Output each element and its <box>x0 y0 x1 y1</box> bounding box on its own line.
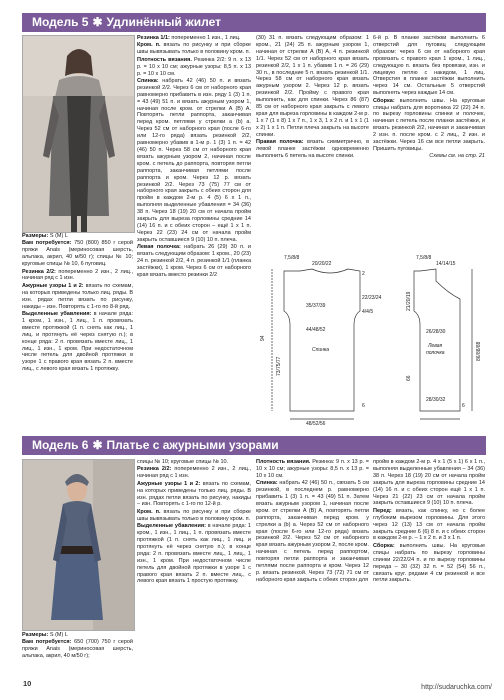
sizes-label: Размеры: <box>22 233 49 239</box>
model5-title-band <box>22 13 486 32</box>
right-front-label: Правая полочка: <box>256 139 304 146</box>
dim-side-back: 73/75/77 <box>276 356 282 376</box>
dim-hem-back: 6 <box>362 403 365 409</box>
density-label: Плотность вязания. <box>256 459 311 465</box>
lace-label: Ажурные узоры 1 и 2: <box>137 480 201 487</box>
model6-column-2 <box>137 459 251 586</box>
rib-label: Резинка 2/2: <box>137 466 172 473</box>
model6-number: Модель 6 <box>32 438 89 452</box>
decrease-label: Выделенные убавления: <box>22 310 92 317</box>
model6-name: Платье с ажурными узорами <box>106 438 279 452</box>
lace-label: Ажурные узоры 1 и 2: <box>22 282 84 289</box>
dim-right-total: 86/88/88 <box>476 341 482 361</box>
rib-label: Резинка 2/2: <box>22 268 56 275</box>
needles-text: спицы № 10; круговые спицы № 10. <box>137 459 229 465</box>
assembly-label: Сборка: <box>373 97 395 104</box>
dim-arm-h1: 22/23/24 <box>362 295 382 301</box>
right-front-text: вязать симметрично, в левой планке застёжки одновременно выполнить 6 петель на высоте спинки. <box>256 139 370 159</box>
model5-column-2 <box>137 35 251 279</box>
back-text: набрать 42 (46) 50 п., связать 5 см резинкой, в последнем р. равномерно прибавить 1 (3) 1 п. = 43 (49) 51 п. Затем вязать ажурным узором 1, начиная после кром. от стрелки A (B) A, повторять петли раппорта, заканчивая перед кром. у стрелки a (b) a. Через 52 см от наборного края (после 6-го или 12-го ряда) вязать резинкой 2/2. Через 52 см от наборного края вязать ажурным узором 2, после кром. начиная с петель перед раппортом, повторяя петли раппорта и заканчивая петлями после раппорта и кром. Через 12 р. вязать резинкой. Через 73 (72) 71 см от наборного края закрыть с обеих сторон для <box>256 480 370 583</box>
vest-model-illustration <box>23 36 134 232</box>
assembly-label: Сборка: <box>373 542 395 549</box>
back-piece-label: Спинка <box>312 347 330 353</box>
front-label: Перед: <box>373 507 392 514</box>
assembly-text: выполнить швы. На круговые спицы набрать для воротника 22 (22) 24 п. по вырезу горловины спинки и полочек, начиная с петель после планки застёжки, и вязать резинкой 2/2, начиная и заканчивая 2 изн. п. после кром. с 2 лиц., 2 изн. и застёжки. Через 16 см все петли закрыть. Пришить пуговицы. <box>373 97 485 152</box>
dim-back-bottom: 48/52/56 <box>306 421 326 426</box>
model6-column-1 <box>22 632 133 661</box>
dim-left-h1: 21/20/19 <box>406 291 412 311</box>
lace-text: вязать по схемам, на которых приведены только лиц. ряды. В изн. рядах петли вязать по рисунку, накиды – изн. Повторять с 1-го по 8-й ряд. <box>22 282 133 310</box>
back-text: набрать 42 (46) 50 п. и вязать резинкой 2/2. Через 6 см от наборного края равномерно прибавить в изн. ряду 1 (3) 1 п. = 43 (49) 51 п. и вязать ажурным узором 1, начиная после кром. от стрелки A (B) A. Повторять петли раппорта, заканчивая перед кром. петлями у стрелки a (b) a. Через 52 см от наборного края (после 6-го или 12-го ряда) вязать резинкой 2/2, равномерно убавив в 1-м р. 1 (3) 1 п. = 42 (46) 50 п. Через 58 см от наборного края вязать ажурным узором 2, начиная после кром. с петель до раппорта, повторяя петли раппорта, заканчивая петлями после раппорта и кром. Через 12 р. вязать резинкой 2/2. Через 73 (75) 77 см от наборного края закрыть с обеих сторон для пройм в каждом 2-м р. 4 (5) 6 x 1 п., выполняя выделенные убавления = 34 (36) 38 п. Через 18 (19) 20 см от начала пройм закрыть для выреза горловины средние 14 (14) 16 п. и с обеих сторон – ещё 1 x 1 п. Через 22 (23) 24 см от начала пройм закрыть оставшиеся 9 (10) 10 п. плеча. <box>137 77 251 243</box>
pattern-diagram <box>250 251 490 426</box>
left-front-text: набрать 26 (29) 30 п. и вязать следующим образом: 1 кром., 20 (23) 24 п. резинкой 2/2, 4 п. резинкой 1/1 (планка застёжки), 1 кром. Через 6 см от наборного края вязать вместо резинки 2/2 <box>137 244 251 278</box>
rib11-label: Резинка 1/1: <box>137 35 170 41</box>
dim-back-low: 44/48/52 <box>306 327 326 333</box>
density-text: Резинка 2/2: 9 п. x 13 р. = 10 x 10 см; ажурные узоры: 8,5 п. x 13 р. = 10 x 10 см. <box>137 56 251 77</box>
rib11-text: попеременно 1 изн., 1 лиц. <box>171 35 241 41</box>
model5-column-3 <box>256 35 369 160</box>
model5-column-4 <box>373 35 485 161</box>
model5-number: Модель 5 <box>32 15 89 29</box>
armholes-text: пройм в каждом 2-м р. 4 x 1 (5 x 1) 6 x 1 п., выполняя выделенные убавления – 34 (36) 38 п. Через 18 (19) 20 см от начала пройм закрыть для выреза горловины средние 14 (14) 16 п. и с обеих сторон ещё 1 x 1 п. Через 21 (22) 23 см от начала пройм закрыть оставшиеся 9 (10) 10 п. плеча. <box>373 459 485 507</box>
edge-text: вязать по рисунку и при сборке швы вывязывать только в половину кром. п. <box>137 42 251 56</box>
front-piece-label-2: полочка <box>426 350 445 356</box>
source-url[interactable]: http://sudaruchka.com/ <box>421 684 492 691</box>
front-piece-label-1: Левая <box>428 343 443 349</box>
dim-shoulder-back: 7,5/8/8 <box>284 255 300 261</box>
decrease-label: Выделенные убавления: <box>137 523 206 530</box>
dim-top-front: 14/14/15 <box>436 261 456 267</box>
dim-arm-h2: 4/4/5 <box>362 309 374 315</box>
dim-hem-front: 6 <box>462 403 465 409</box>
star-icon: ✱ <box>92 438 103 452</box>
edge-text: вязать по рисунку и при сборке швы вывязывать только в половину кром. п. <box>137 508 251 522</box>
back-label: Спинка: <box>256 480 278 487</box>
page-number: 10 <box>23 679 32 688</box>
edge-label: Кром. п. <box>137 42 161 49</box>
schemes-reference: Схемы см. на стр. 21 <box>429 153 485 160</box>
materials-text: 650 (700) 750 г серой пряжи Anais (мериносовая шерсть, альпака, акрил, 40 м/50 г); <box>22 639 134 660</box>
model6-photo <box>22 459 135 631</box>
star-icon: ✱ <box>92 15 103 29</box>
front-text: вязать, как спинку, но с более глубоким вырезом горловины. Для этого через 12 (13) 13 см от начала пройм закрыть средние 6 (6) 8 п. и с обеих сторон в каждом 2-м р. – 1 x 2 п. и 3 x 1 п. <box>373 507 485 542</box>
dim-back-mid: 35/37/39 <box>306 303 326 309</box>
back-label: Спинка: <box>137 77 159 84</box>
model5-name: Удлинённый жилет <box>106 15 221 29</box>
left-front-continued: (30) 31 п. вязать следующим образом: 1 кром., 21 (24) 25 п. ажурным узором 1, начиная от стрелки A (B) A, 4 п. резинкой 1/1. Через 52 см от наборного края вязать резинкой 2/2, 1 х 1 п. убавив 1 п. = 26 (29) 30 п., в последние 5 п. вязать резинкой 1/1. Через 58 см от наборного края вязать ажурным узором 2. Через 12 р. вязать резинкой 2/2. Пройму с правого края выполнить, как для спинки. Через 86 (87) 85 см от наборного края закрыть с левого края для выреза горловины в каждом 2-м р. 1 x 7 (1 x 8) 1 x 7 п., 1 x 3, 1 x 2 п. и 1 x 1 (1 x 2) 1 x 1 п. Петли плеча закрыть на высоте спинки. <box>256 35 369 138</box>
dim-front-mid: 26/28/30 <box>426 329 446 335</box>
model6-title-band <box>22 436 486 455</box>
left-front-label: Левая полочка: <box>137 244 181 251</box>
sizes-value: S (M) L <box>49 632 68 638</box>
density-label: Плотность вязания. <box>137 56 192 63</box>
decrease-text: в начале ряда: 1 кром., 1 изн., 1 лиц., 1 п. провязать вместе протяжкой (1 п. снять как лиц., 1 лиц. и протянуть её через снятую п.); в конце ряда: 2 п. провязать вместе лиц., 1 лиц., 1 изн., 1 кром. При недостаточном числе петель для двойной протяжки в узоре 1 с правого края вязать 2 п. вместе лиц., с левого края вязать 1 простую протяжку. <box>137 523 251 585</box>
density-text: Резинка: 9 п. x 13 р. = 10 x 10 см; ажурные узоры: 8,5 п. x 13 р. = 10 x 10 см. <box>256 459 369 479</box>
buttonholes-text: 6-й р. В планке застёжки выполнить 6 отверстий для пуговиц следующим образом: через 6 см от наборного края провязать с правого края 1 кром., 1 лиц., следующую п. вязать без провязки, изн. и лицевую петлю с накидом, 1 лиц. Отверстия в планке застёжки выполнить через 14 см. Остальные 5 отверстий выполнять через каждые 14 см. <box>373 35 485 97</box>
materials-label: Вам потребуется: <box>22 240 72 247</box>
rib-text: попеременно 2 изн., 2 лиц., начиная ряд с 1 изн. <box>137 466 251 480</box>
sizes-label: Размеры: <box>22 632 49 638</box>
model5-column-1 <box>22 233 133 374</box>
front-outline <box>414 269 460 411</box>
dim-top-back: 20/20/22 <box>312 261 332 267</box>
dim-front-bottom: 28/30/32 <box>426 397 446 403</box>
back-outline <box>284 269 360 411</box>
dress-model-illustration <box>23 460 134 630</box>
model5-photo <box>22 35 135 233</box>
edge-label: Кром. п. <box>137 508 161 515</box>
model6-column-3 <box>256 459 369 584</box>
sizes-value: S (M) L <box>49 233 68 239</box>
model6-column-4 <box>373 459 485 585</box>
assembly-text: выполнить швы. На круговые спицы набрать по вырезу горловины спинки 22/22/24 п. и по вырезу горловины переда – 30 (32) 32 п. = 52 (54) 56 п., связать круг. рядами 4 см резинкой и все петли закрыть. <box>373 542 485 584</box>
dim-front-height: 66 <box>406 375 412 381</box>
rib-text: попеременно 2 изн., 2 лиц., начиная ряд с 1 изн. <box>22 268 133 282</box>
materials-label: Вам потребуется: <box>22 639 72 646</box>
lace-text: вязать по схемам, на которых приведены только лиц. ряды. В изн. рядах петли вязать по рисунку, накиды – изн. Повторять с 1-го по 12-й р. <box>137 480 251 508</box>
dim-total-length: 94 <box>260 335 266 341</box>
dim-shoulder-front: 7,5/8/8 <box>416 255 432 261</box>
materials-text: 750 (800) 850 г серой пряжи Anais (мериносовая шерсть, альпака, акрил, 40 м/50 г); спицы № 10; круговые спицы № 10, 6 пуговиц. <box>22 240 134 268</box>
decrease-text: в начале ряда: 1 кром., 1 изн., 1 лиц., 1 п. провязать вместе протяжкой (1 п. снять как лиц., 1 лиц. и протянуть её через снятую п.); в конце ряда: 2 п. провязать вместе лиц., 1 лиц., 1 изн., 1 кром. При недостаточном числе петель для двойной протяжки в узоре 1 с правого края вязать 2 п. вместе лиц., с левого края вязать 1 протяжку. <box>22 310 133 373</box>
dim-neck-back: 2 <box>362 271 365 277</box>
